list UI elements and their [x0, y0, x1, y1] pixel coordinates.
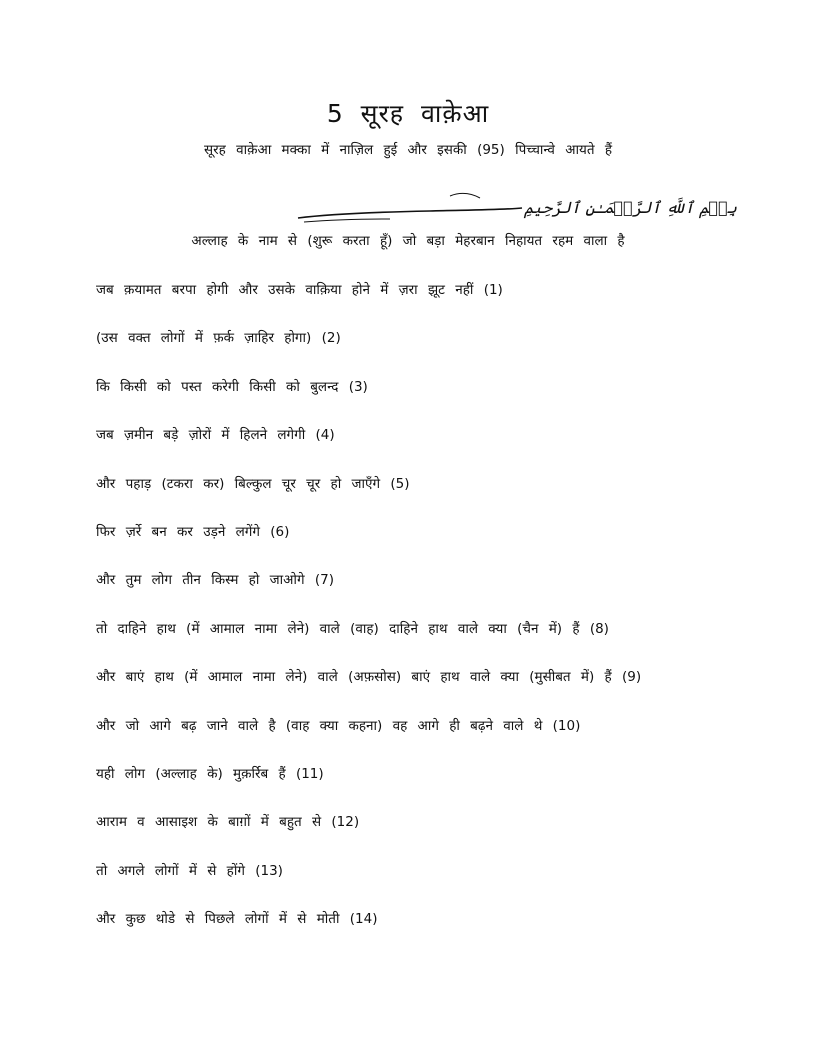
verse-7: और तुम लोग तीन किस्म हो जाओगे (7) [96, 572, 334, 589]
surah-subtitle: सूरह वाक़ेआ मक्का में नाज़िल हुई और इसकी (95) पिच्चान्वे आयते हैं [203, 142, 613, 158]
bismillah-text: بِسۡمِ ٱللَّهِ ٱلرَّحۡمَـٰنِ ٱلرَّحِیمِ [524, 198, 738, 217]
verse-6: फिर ज़र्रे बन कर उड़ने लगेंगे (6) [96, 523, 290, 540]
verse-10: और जो आगे बढ़ जाने वाले है (वाह क्या कहना) वह आगे ही बढ़ने वाले थे (10) [96, 717, 581, 734]
verse-9: और बाएं हाथ (में आमाल नामा लेने) वाले (अफ़सोस) बाएं हाथ वाले क्या (मुसीबत में) हैं (9) [96, 669, 642, 686]
verse-4: जब ज़मीन बड़े ज़ोरों में हिलने लगेगी (4) [96, 427, 335, 444]
verse-1: जब क़यामत बरपा होगी और उसके वाक़िया होने में ज़रा झूट नहीं (1) [96, 282, 503, 298]
surah-title: 5 सूरह वाक़ेआ [326, 99, 490, 128]
bismillah-calligraphy [290, 188, 738, 228]
verse-14: और कुछ थोडे से पिछले लोगों में से मोती (14) [96, 911, 378, 928]
verse-8: तो दाहिने हाथ (में आमाल नामा लेने) वाले (वाह) दाहिने हाथ वाले क्या (चैन में) हैं (8) [96, 620, 609, 637]
verse-13: तो अगले लोगों में से होंगे (13) [96, 862, 283, 879]
verse-12: आराम व आसाइश के बाग़ों में बहुत से (12) [96, 814, 360, 831]
verse-3: कि किसी को पस्त करेगी किसी को बुलन्द (3) [96, 378, 368, 395]
invocation-line: अल्लाह के नाम से (शुरू करता हूँ) जो बड़ा मेहरबान निहायत रहम वाला है [191, 233, 625, 249]
verse-list [96, 280, 796, 957]
verse-5: और पहाड़ (टकरा कर) बिल्कुल चूर चूर हो जाएँगे (5) [96, 475, 410, 492]
verse-11: यही लोग (अल्लाह के) मुक़र्रिब हैं (11) [96, 765, 324, 782]
verse-2: (उस वक्त लोगों में फ़र्क ज़ाहिर होगा) (2) [96, 330, 341, 347]
